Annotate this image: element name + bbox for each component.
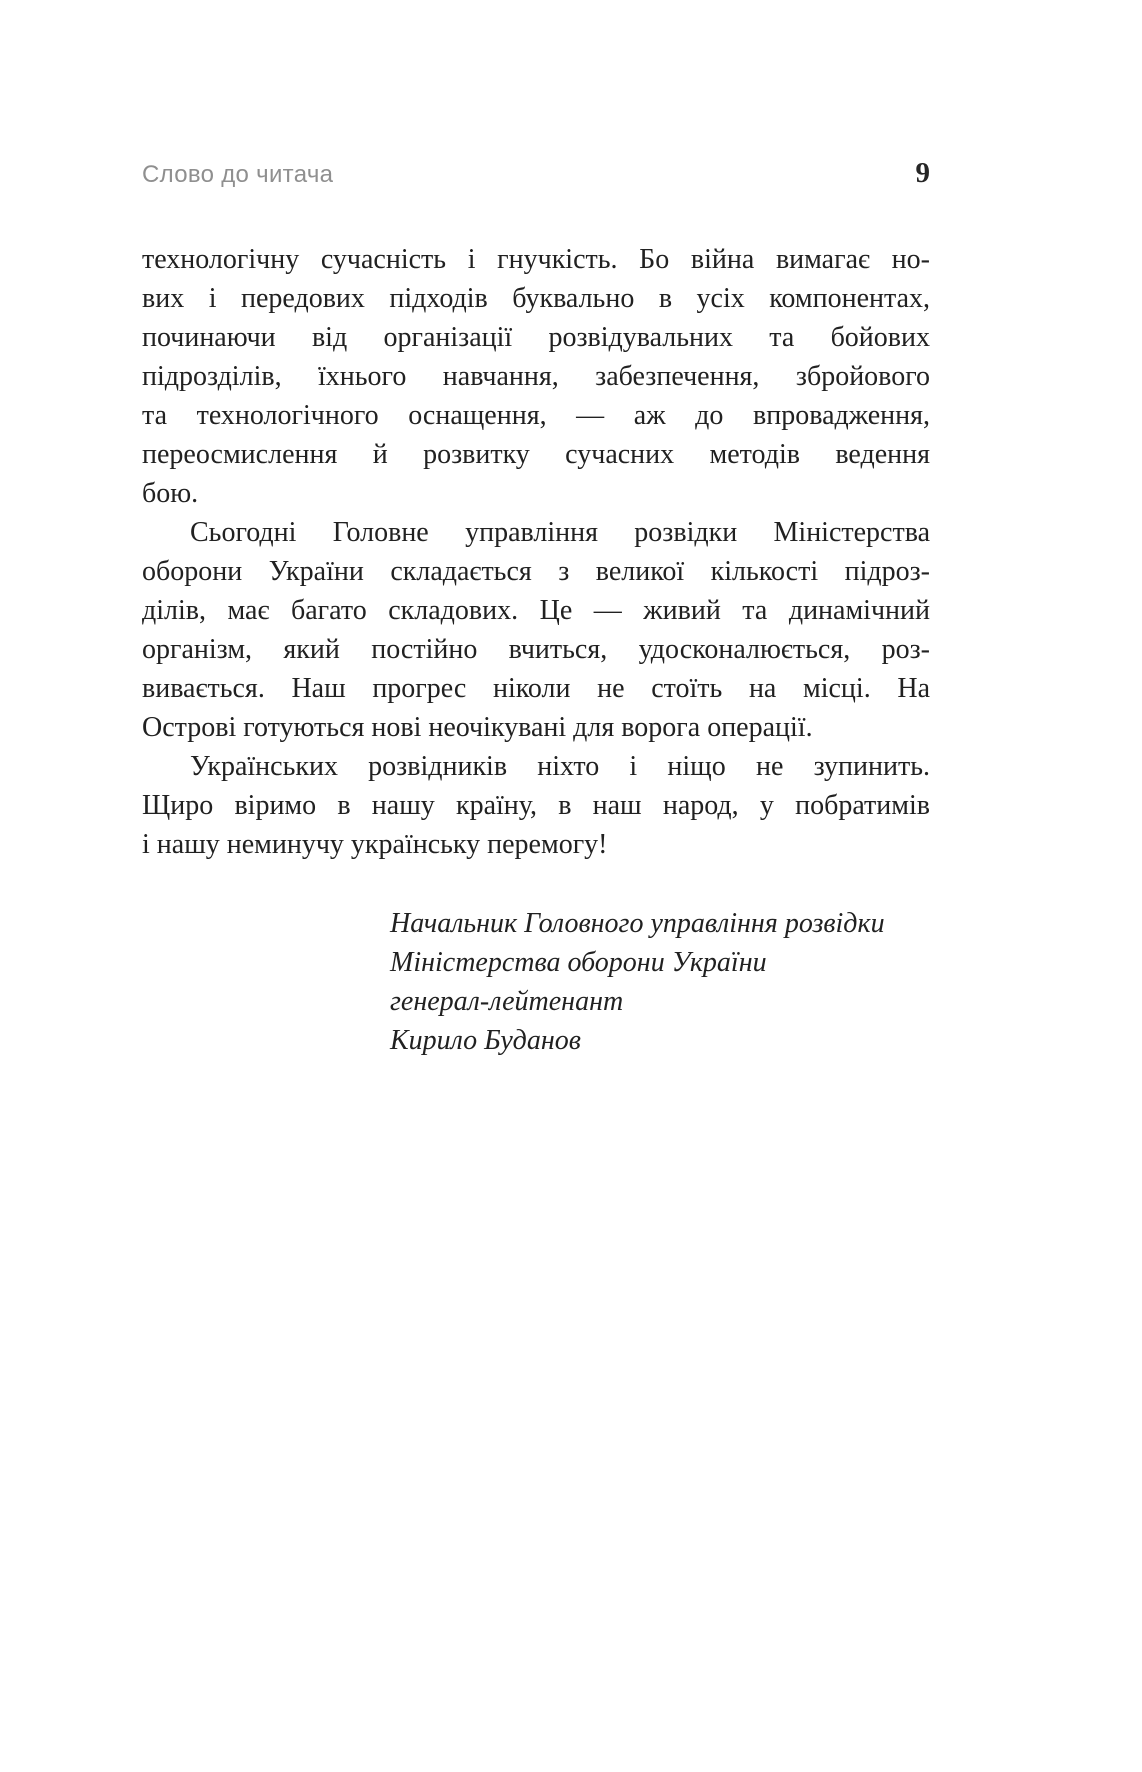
text-line: Сьогодні Головне управління розвідки Міністерства <box>190 517 930 548</box>
text-line: Щиро віримо в нашу країну, в наш народ, у побратимів <box>142 790 930 821</box>
text-line: організм, який постійно вчиться, удосконалюється, роз- <box>142 634 930 665</box>
signature-line: Міністерства оборони України <box>390 947 767 978</box>
text-line: починаючи від організації розвідувальних та бойових <box>142 322 930 353</box>
text-line: і нашу неминучу українську перемогу! <box>142 829 608 860</box>
text-line: оборони України складається з великої кількості підроз- <box>142 556 930 587</box>
text-line: вивається. Наш прогрес ніколи не стоїть на місці. На <box>142 673 930 704</box>
text-line: бою. <box>142 478 199 509</box>
text-line: вих і передових підходів буквально в усіх компонентах, <box>142 283 930 314</box>
page-number: 9 <box>915 157 930 189</box>
signature-line: Начальник Головного управління розвідки <box>390 908 885 939</box>
paragraph <box>142 747 930 864</box>
signature-line: Кирило Буданов <box>390 1025 581 1056</box>
text-line: Острові готуються нові неочікувані для ворога операції. <box>142 712 813 743</box>
text-line: підрозділів, їхнього навчання, забезпечення, збройового <box>142 361 930 392</box>
body-text-block <box>142 240 930 1060</box>
paragraph <box>142 513 930 747</box>
text-line: переосмислення й розвитку сучасних методів ведення <box>142 439 930 470</box>
signature-line: генерал-лейтенант <box>390 986 624 1017</box>
text-line: технологічну сучасність і гнучкість. Бо війна вимагає но- <box>142 244 930 275</box>
running-header <box>142 157 930 189</box>
signature-block <box>390 904 930 1060</box>
text-line: ділів, має багато складових. Це — живий та динамічний <box>142 595 930 626</box>
paragraphs <box>142 240 930 864</box>
paragraph <box>142 240 930 513</box>
text-line: Українських розвідників ніхто і ніщо не зупинить. <box>190 751 930 782</box>
running-title: Слово до читача <box>142 161 334 188</box>
text-line: та технологічного оснащення, — аж до впровадження, <box>142 400 930 431</box>
